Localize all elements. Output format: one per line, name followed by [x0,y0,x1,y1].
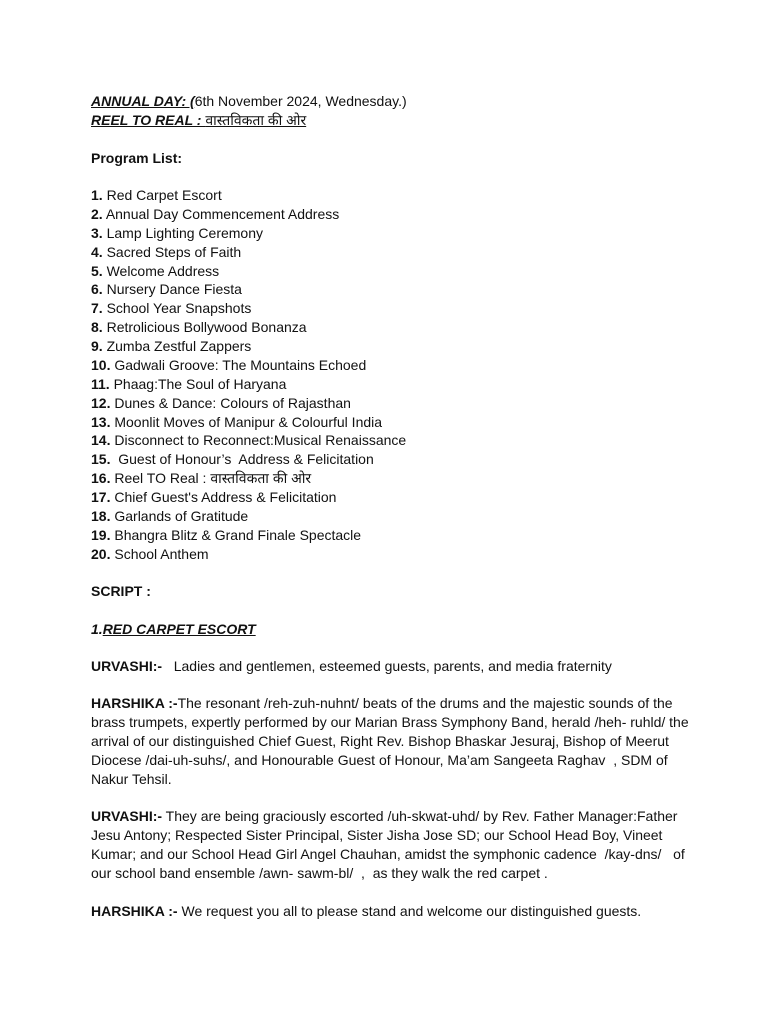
list-item: 3. Lamp Lighting Ceremony [91,225,263,241]
list-item: 14. Disconnect to Reconnect:Musical Renaissance [91,432,407,448]
annual-day-label: ANNUAL DAY: ( [91,93,195,109]
list-item: 18. Garlands of Gratitude [91,508,249,524]
speaker-name: URVASHI:- [91,658,163,674]
reel-to-real-label: REEL TO REAL : [91,112,206,128]
list-item: 4. Sacred Steps of Faith [91,244,242,260]
list-item: 12. Dunes & Dance: Colours of Rajasthan [91,395,351,411]
list-item: 19. Bhangra Blitz & Grand Finale Spectacle [91,527,362,543]
paragraph-text: Ladies and gentlemen, esteemed guests, parents, and media fraternity [162,658,612,674]
list-item: 7. School Year Snapshots [91,300,252,316]
list-item: 1. Red Carpet Escort [91,187,222,203]
list-item: 20. School Anthem [91,546,209,562]
list-item: 13. Moonlit Moves of Manipur & Colourful India [91,414,383,430]
section-number: 1. [91,621,103,637]
speaker-name: HARSHIKA :- [91,903,178,919]
list-item: 6. Nursery Dance Fiesta [91,281,242,297]
speaker-name: HARSHIKA :- [91,695,178,711]
list-item: 16. Reel TO Real : वास्तविकता की ओर [91,470,312,486]
script-paragraph [91,807,691,883]
list-item: 15. Guest of Honour’s Address & Felicitation [91,451,374,467]
script-heading: SCRIPT : [91,583,151,599]
list-item: 17. Chief Guest's Address & Felicitation [91,489,337,505]
paragraph-text: The resonant /reh-zuh-nuhnt/ beats of the drums and the majestic sounds of the brass trumpets, expertly performed by our Marian Brass Symphony Band, herald /heh- ruhld/ the arrival of our distinguished Chief Guest, Right Rev. Bishop Bhaskar Jesuraj, Bishop of Meerut Diocese /dai-uh-suhs/, and Honourable Guest of Honour, Ma’am Sangeeta Raghav , SDM of Nakur Tehsil. [91,695,693,787]
paragraph-text: They are being graciously escorted /uh-skwat-uhd/ by Rev. Father Manager:Father Jesu Antony; Respected Sister Principal, Sister Jisha Jose SD; our School Head Boy, Vineet Kumar; and our School Head Girl Angel Chauhan, amidst the symphonic cadence /kay-dns/ of our school band ensemble /awn- sawm-bl/ , as they walk the red carpet . [91,808,689,881]
section-title: RED CARPET ESCORT [102,621,256,637]
script-paragraph [91,657,691,676]
list-item: 5. Welcome Address [91,263,220,279]
list-item: 8. Retrolicious Bollywood Bonanza [91,319,307,335]
program-list-heading: Program List: [91,150,183,166]
script-paragraph [91,694,691,789]
reel-to-real-hindi: वास्तविकता की ओर [205,112,307,128]
list-item: 2. Annual Day Commencement Address [91,206,340,222]
paragraph-text: We request you all to please stand and welcome our distinguished guests. [177,903,642,919]
list-item: 10. Gadwali Groove: The Mountains Echoed [91,357,367,373]
script-paragraph [91,902,691,921]
list-item: 11. Phaag:The Soul of Haryana [91,376,287,392]
annual-day-line [91,93,407,110]
list-item: 9. Zumba Zestful Zappers [91,338,252,354]
reel-to-real-line [91,112,306,129]
speaker-name: URVASHI:- [91,808,163,824]
section-heading-red-carpet [91,621,256,638]
annual-day-date: 6th November 2024, Wednesday.) [194,93,407,109]
